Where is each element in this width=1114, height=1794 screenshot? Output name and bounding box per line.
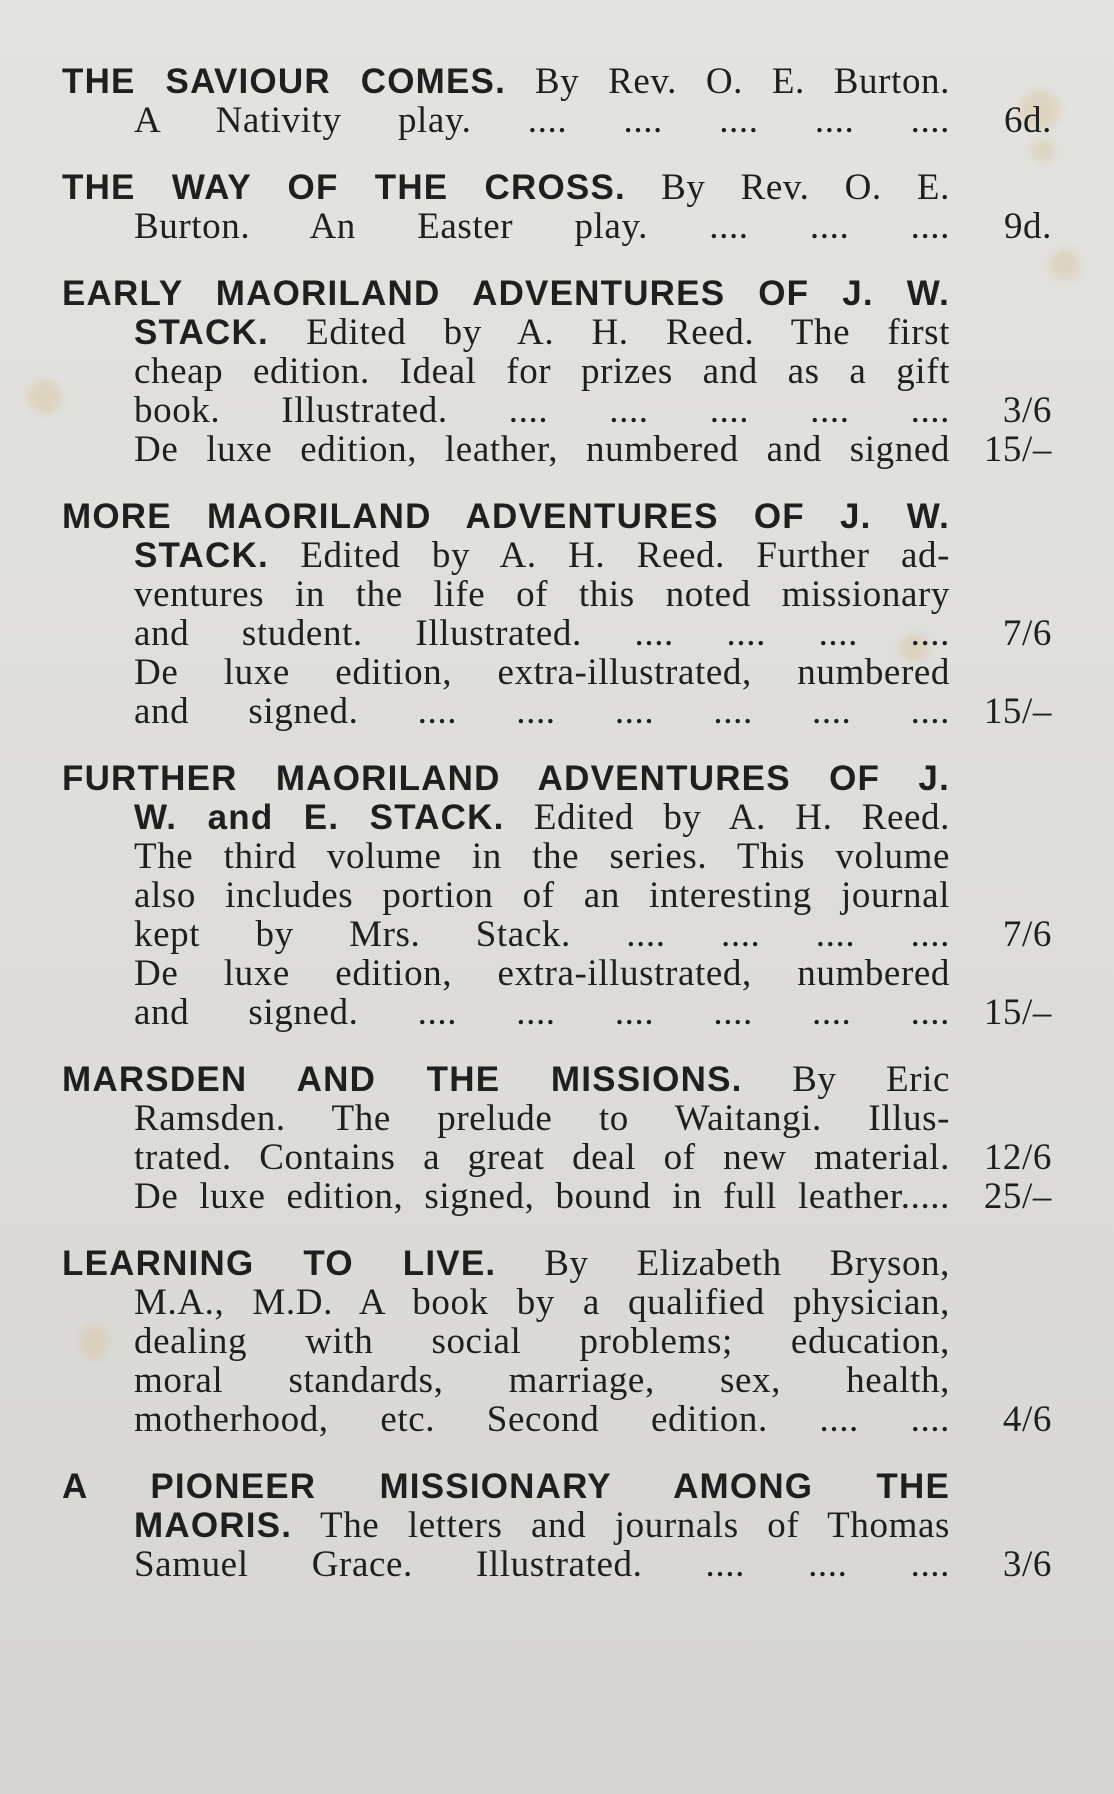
book-description: M.A., M.D. A book by a qualified physician, — [134, 1283, 950, 1322]
price: 9d. — [1003, 206, 1052, 247]
book-title: EARLY MAORILAND ADVENTURES OF J. W. — [62, 274, 950, 313]
entry-line — [62, 536, 1052, 575]
entry-line — [62, 430, 1052, 469]
book-description: trated. Contains a great deal of new material. — [134, 1138, 950, 1177]
entry-line — [62, 274, 1052, 313]
book-title: STACK. — [134, 536, 269, 575]
book-entry — [62, 1060, 1052, 1216]
book-description: moral standards, marriage, sex, health, — [134, 1361, 950, 1400]
entry-text — [134, 536, 950, 575]
entry-line — [62, 575, 1052, 614]
entry-line — [62, 1545, 1052, 1584]
entry-line — [62, 1099, 1052, 1138]
entry-line — [62, 391, 1052, 430]
book-description: De luxe edition, extra-illustrated, numbered — [134, 653, 950, 692]
book-entry — [62, 497, 1052, 731]
book-description: cheap edition. Ideal for prizes and as a gift — [134, 352, 950, 391]
entry-text — [134, 876, 950, 915]
price: 12/6 — [983, 1137, 1052, 1178]
entry-line — [62, 1400, 1052, 1439]
book-description: dealing with social problems; education, — [134, 1322, 950, 1361]
entry-line — [62, 497, 1052, 536]
price: 7/6 — [1002, 613, 1052, 654]
entry-text — [134, 1361, 950, 1400]
book-title: STACK. — [134, 313, 269, 352]
book-entry — [62, 1467, 1052, 1584]
entry-line — [62, 954, 1052, 993]
entry-line — [62, 915, 1052, 954]
book-description: De luxe edition, signed, bound in full leather..... — [134, 1177, 950, 1216]
entry-text — [134, 915, 950, 954]
entry-line — [62, 1060, 1052, 1099]
entry-line — [62, 352, 1052, 391]
entry-text — [134, 1099, 950, 1138]
book-description: Burton. An Easter play. .... .... .... — [134, 207, 950, 246]
entry-line — [62, 207, 1052, 246]
book-title: LEARNING TO LIVE. — [62, 1244, 497, 1283]
book-description: By Eric — [742, 1060, 950, 1099]
entry-text — [62, 62, 950, 101]
book-title: W. and E. STACK. — [134, 798, 505, 837]
entry-text — [134, 1545, 950, 1584]
book-description: De luxe edition, extra-illustrated, numbered — [134, 954, 950, 993]
book-description: The letters and journals of Thomas — [292, 1506, 950, 1545]
book-description: By Elizabeth Bryson, — [496, 1244, 950, 1283]
entry-text — [62, 274, 950, 313]
book-description: The third volume in the series. This volume — [134, 837, 950, 876]
entry-line — [62, 313, 1052, 352]
book-description: By Rev. O. E. — [625, 168, 950, 207]
book-description: and signed. .... .... .... .... .... .... — [134, 692, 950, 731]
price: 7/6 — [1002, 914, 1052, 955]
price: 3/6 — [1002, 1544, 1052, 1585]
price: 3/6 — [1002, 390, 1052, 431]
book-description: Ramsden. The prelude to Waitangi. Illus- — [134, 1099, 950, 1138]
book-description: and student. Illustrated. .... .... .... .... — [134, 614, 950, 653]
book-description: Edited by A. H. Reed. Further ad- — [268, 536, 950, 575]
entry-text — [134, 1177, 950, 1216]
book-entry — [62, 1244, 1052, 1439]
entry-text — [62, 497, 950, 536]
book-title: FURTHER MAORILAND ADVENTURES OF J. — [62, 759, 950, 798]
entry-line — [62, 759, 1052, 798]
book-description: and signed. .... .... .... .... .... .... — [134, 993, 950, 1032]
price: 15/– — [983, 429, 1052, 470]
entry-line — [62, 1138, 1052, 1177]
entry-text — [134, 575, 950, 614]
book-entry — [62, 759, 1052, 1032]
price: 15/– — [983, 691, 1052, 732]
entry-text — [62, 1060, 950, 1099]
entry-text — [134, 207, 950, 246]
book-description: By Rev. O. E. Burton. — [506, 62, 950, 101]
entry-line — [62, 692, 1052, 731]
entry-line — [62, 837, 1052, 876]
book-description: De luxe edition, leather, numbered and signed — [134, 430, 950, 469]
entry-line — [62, 798, 1052, 837]
book-title: THE SAVIOUR COMES. — [62, 62, 507, 101]
book-description: Edited by A. H. Reed. The first — [268, 313, 950, 352]
entry-line — [62, 1506, 1052, 1545]
book-title: A PIONEER MISSIONARY AMONG THE — [62, 1467, 950, 1506]
foxing-spot — [1050, 250, 1080, 280]
entry-text — [62, 1244, 950, 1283]
book-description: kept by Mrs. Stack. .... .... .... .... — [134, 915, 950, 954]
entry-text — [134, 1506, 950, 1545]
entry-line — [62, 993, 1052, 1032]
entry-line — [62, 168, 1052, 207]
book-title: MAORIS. — [134, 1506, 293, 1545]
entry-line — [62, 1361, 1052, 1400]
book-list — [62, 62, 1052, 1612]
entry-text — [134, 993, 950, 1032]
entry-text — [134, 1322, 950, 1361]
entry-line — [62, 653, 1052, 692]
entry-line — [62, 1244, 1052, 1283]
book-description: motherhood, etc. Second edition. .... .... — [134, 1400, 950, 1439]
entry-text — [134, 391, 950, 430]
entry-text — [62, 168, 950, 207]
book-entry — [62, 168, 1052, 246]
entry-text — [134, 313, 950, 352]
entry-text — [134, 101, 950, 140]
entry-line — [62, 1322, 1052, 1361]
entry-text — [134, 692, 950, 731]
foxing-spot — [28, 380, 62, 414]
entry-line — [62, 1177, 1052, 1216]
book-description: Samuel Grace. Illustrated. .... .... .... — [134, 1545, 950, 1584]
entry-line — [62, 614, 1052, 653]
entry-text — [134, 1283, 950, 1322]
entry-text — [134, 954, 950, 993]
price: 4/6 — [1002, 1399, 1052, 1440]
book-title: THE WAY OF THE CROSS. — [62, 168, 626, 207]
price: 6d. — [1003, 100, 1052, 141]
book-entry — [62, 274, 1052, 469]
entry-text — [134, 430, 950, 469]
book-description: Edited by A. H. Reed. — [504, 798, 950, 837]
entry-text — [134, 352, 950, 391]
entry-text — [62, 1467, 950, 1506]
book-description: also includes portion of an interesting journal — [134, 876, 950, 915]
entry-text — [134, 1400, 950, 1439]
entry-text — [134, 614, 950, 653]
entry-text — [134, 1138, 950, 1177]
entry-line — [62, 876, 1052, 915]
entry-line — [62, 62, 1052, 101]
entry-line — [62, 1467, 1052, 1506]
entry-text — [62, 759, 950, 798]
book-title: MORE MAORILAND ADVENTURES OF J. W. — [62, 497, 950, 536]
book-description: book. Illustrated. .... .... .... .... .... — [134, 391, 950, 430]
price: 15/– — [983, 992, 1052, 1033]
book-description: ventures in the life of this noted missionary — [134, 575, 950, 614]
entry-text — [134, 653, 950, 692]
book-title: MARSDEN AND THE MISSIONS. — [62, 1060, 743, 1099]
book-description: A Nativity play. .... .... .... .... .... — [134, 101, 950, 140]
entry-line — [62, 1283, 1052, 1322]
entry-text — [134, 798, 950, 837]
price: 25/– — [983, 1176, 1052, 1217]
book-entry — [62, 62, 1052, 140]
entry-line — [62, 101, 1052, 140]
entry-text — [134, 837, 950, 876]
